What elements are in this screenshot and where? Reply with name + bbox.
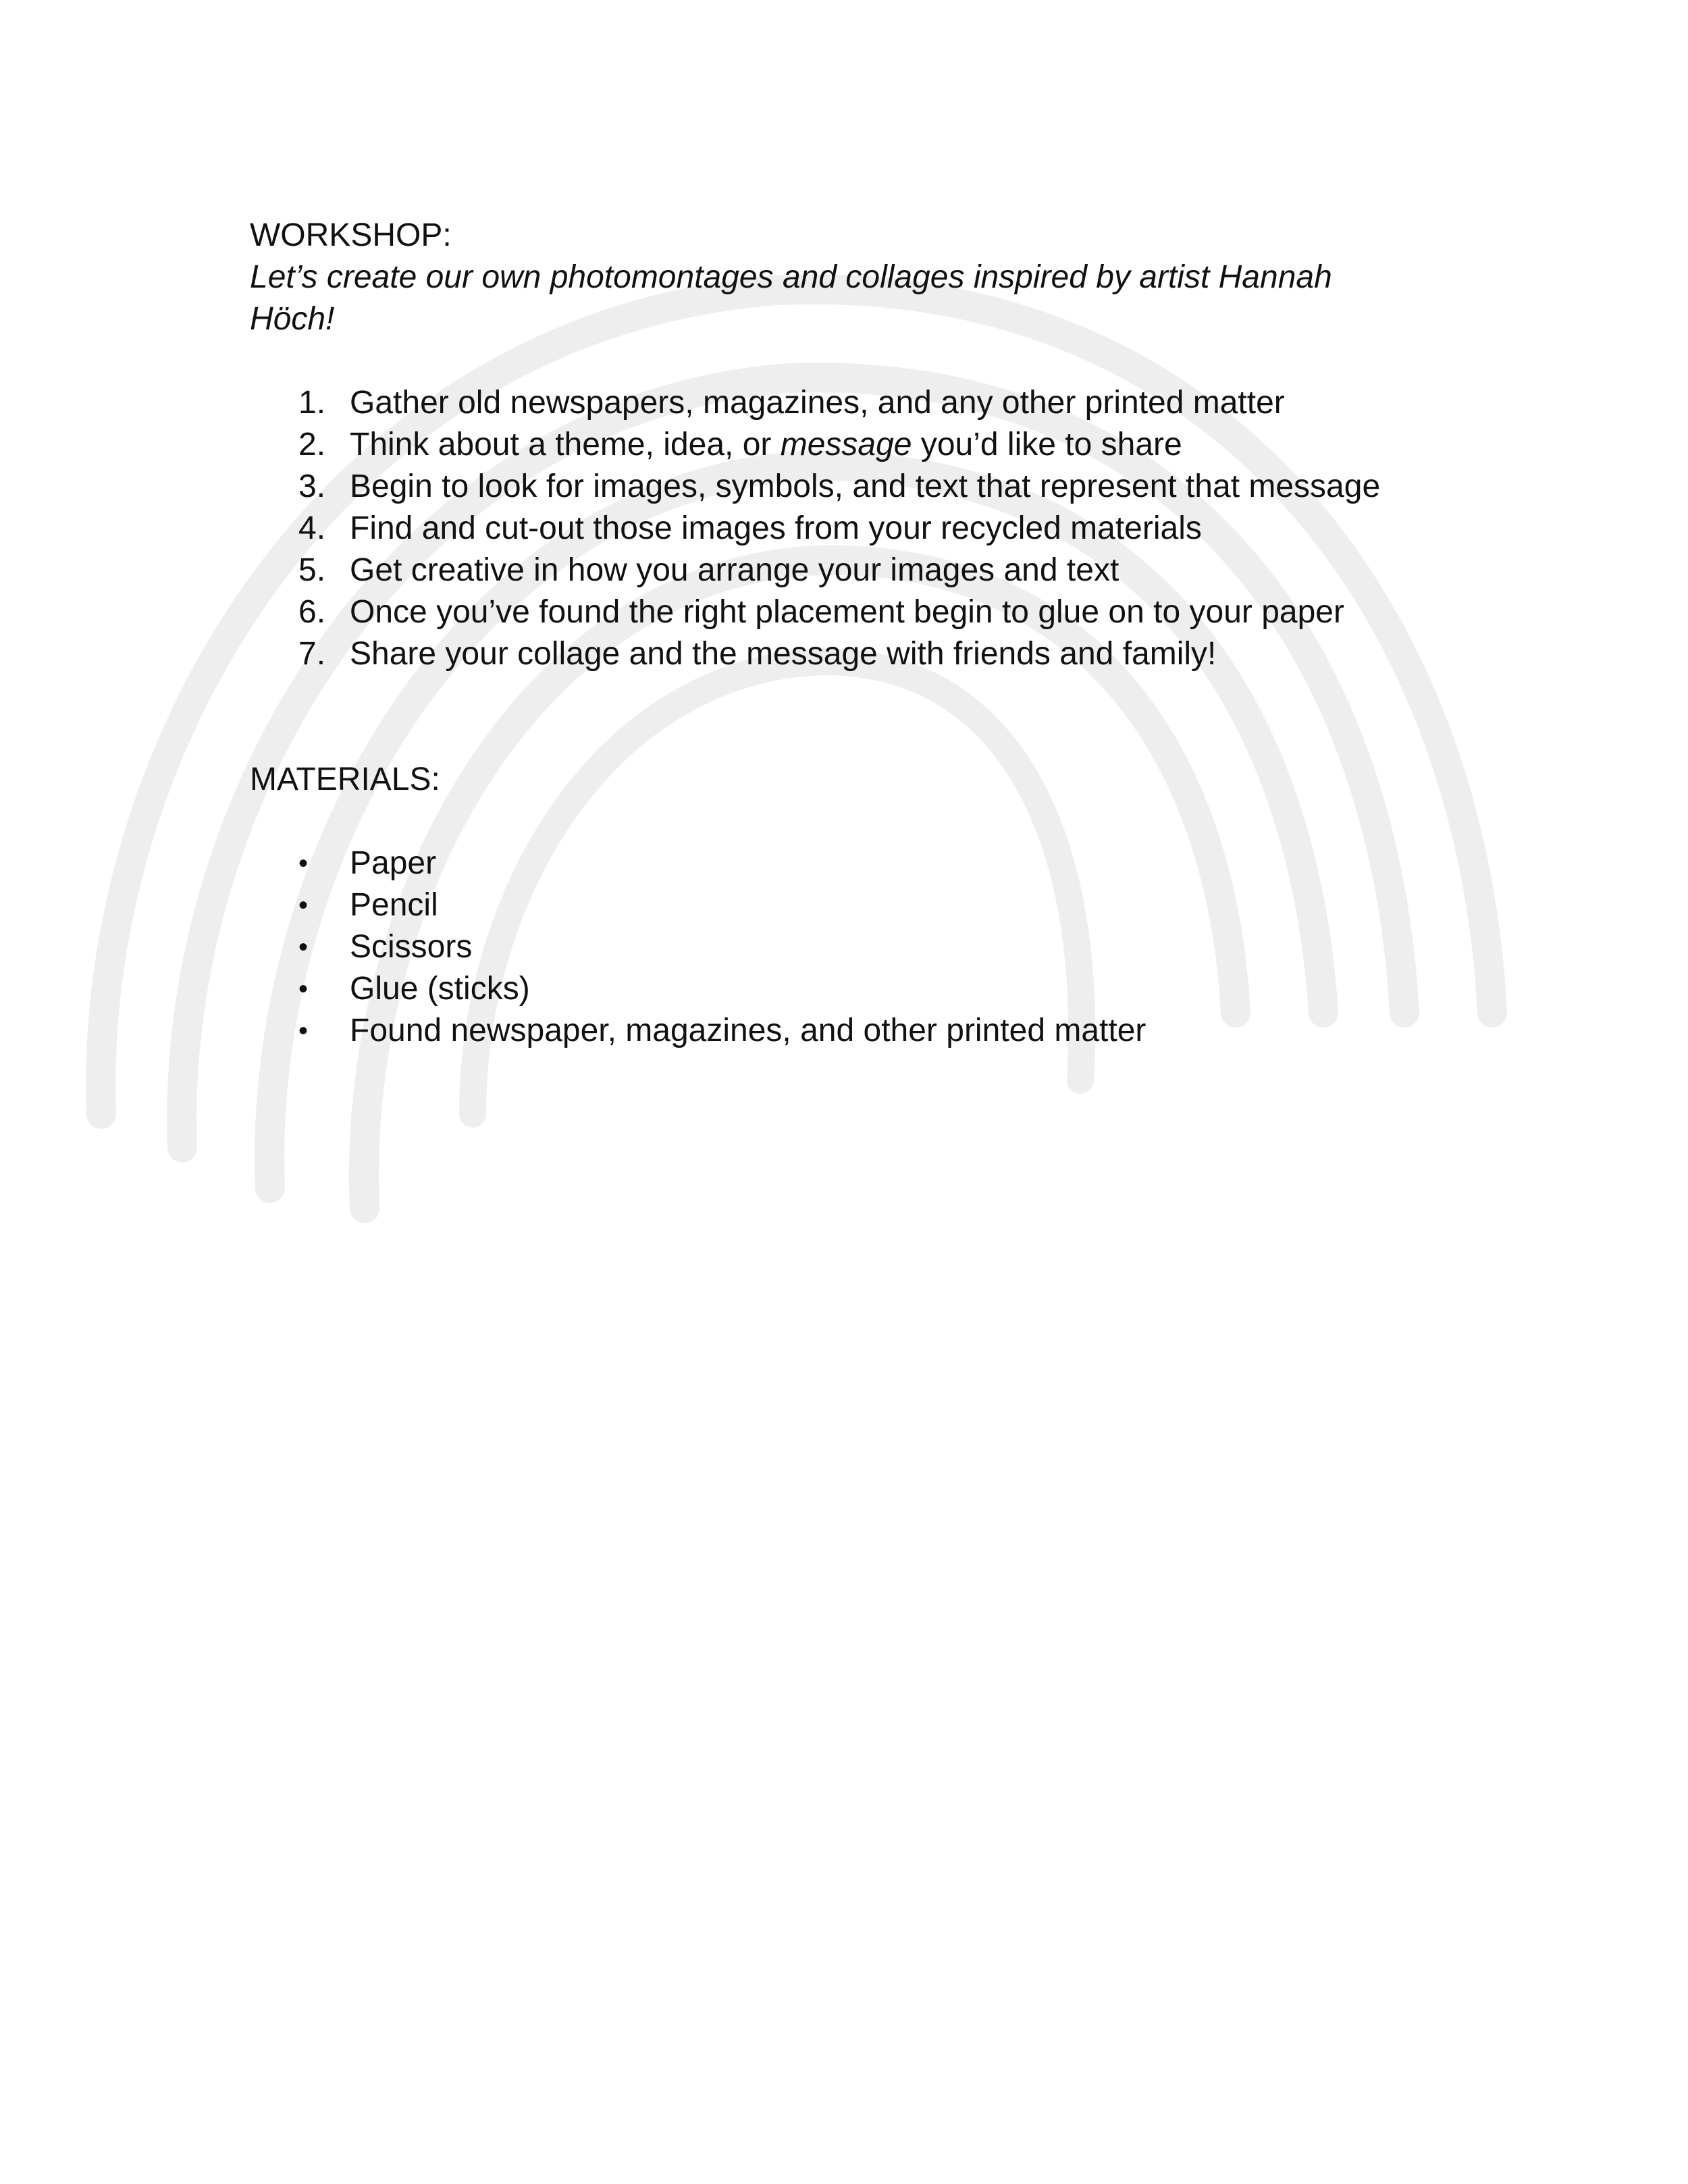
- bullet-icon: •: [298, 974, 309, 1004]
- material-text: Glue (sticks): [350, 971, 530, 1007]
- list-item: [250, 550, 1452, 591]
- step-number: 1.: [298, 385, 326, 421]
- list-item: [250, 508, 1452, 550]
- step-number: 2.: [298, 427, 326, 462]
- list-item: [250, 1010, 1452, 1052]
- document-body: [250, 215, 1452, 1052]
- step-text: Gather old newspapers, magazines, and any other printed matter: [350, 385, 1285, 421]
- list-item: [250, 466, 1452, 508]
- list-item: [250, 591, 1452, 633]
- bullet-icon: •: [298, 1016, 309, 1046]
- list-item: [250, 843, 1452, 884]
- step-text: Begin to look for images, symbols, and text that represent that message: [350, 469, 1381, 504]
- step-text: Find and cut-out those images from your recycled materials: [350, 510, 1202, 546]
- material-text: Found newspaper, magazines, and other printed matter: [350, 1013, 1146, 1048]
- step-text: Share your collage and the message with friends and family!: [350, 636, 1217, 672]
- step-number: 6.: [298, 594, 326, 630]
- step-number: 4.: [298, 510, 326, 546]
- list-item: [250, 633, 1452, 675]
- workshop-subtitle: Let’s create our own photomontages and collages inspired by artist Hannah Höch!: [250, 259, 1332, 337]
- list-item: [250, 382, 1452, 424]
- materials-list: [250, 843, 1452, 1052]
- list-item: [250, 424, 1452, 466]
- material-text: Scissors: [350, 929, 473, 965]
- bullet-icon: •: [298, 849, 309, 878]
- materials-heading: MATERIALS:: [250, 762, 440, 797]
- list-item: [250, 884, 1452, 926]
- bullet-icon: •: [298, 890, 309, 920]
- step-text: Get creative in how you arrange your images and text: [350, 552, 1119, 588]
- workshop-steps-list: [250, 382, 1452, 675]
- step-number: 7.: [298, 636, 326, 672]
- list-item: [250, 968, 1452, 1010]
- list-item: [250, 926, 1452, 968]
- step-number: 5.: [298, 552, 326, 588]
- step-number: 3.: [298, 469, 326, 504]
- step-text-post: you’d like to share: [912, 427, 1182, 462]
- material-text: Paper: [350, 845, 437, 881]
- step-text-emphasis: message: [780, 427, 912, 462]
- material-text: Pencil: [350, 887, 438, 923]
- bullet-icon: •: [298, 932, 309, 962]
- workshop-heading: WORKSHOP:: [250, 217, 452, 253]
- step-text: Once you’ve found the right placement begin to glue on to your paper: [350, 594, 1344, 630]
- step-text-pre: Think about a theme, idea, or: [350, 427, 781, 462]
